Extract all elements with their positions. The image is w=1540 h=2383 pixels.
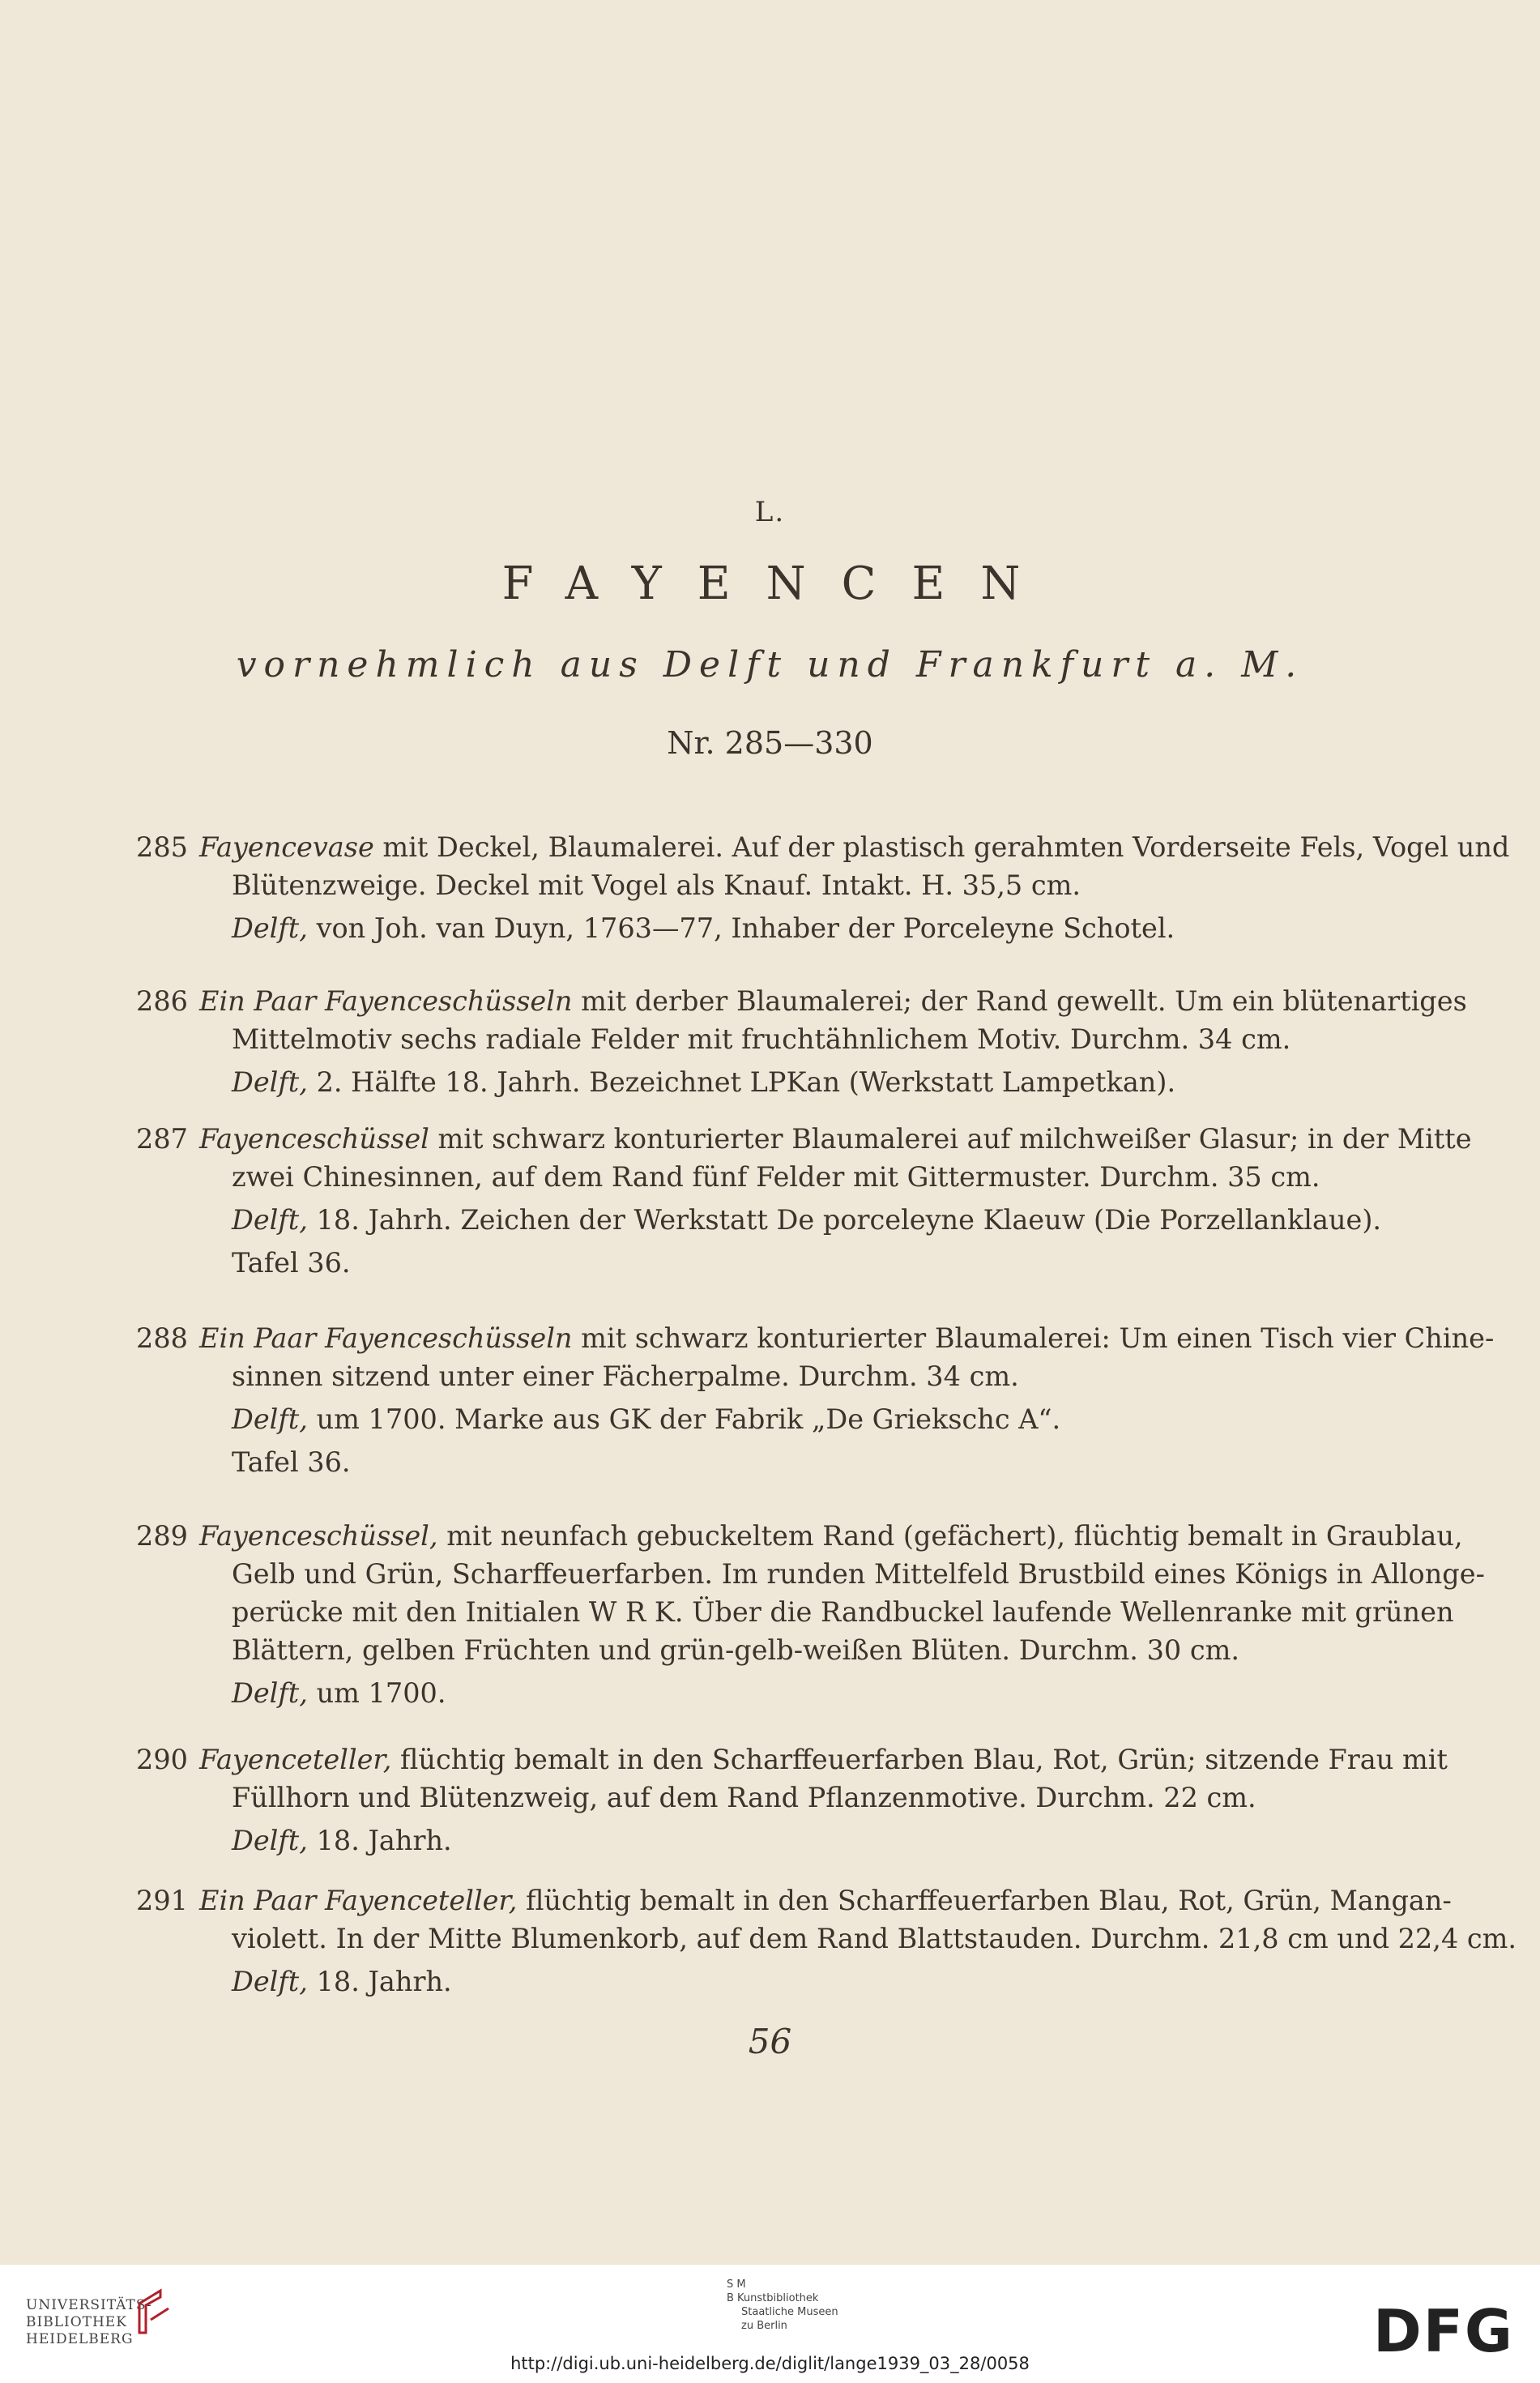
entry-line: Tafel 36. <box>232 1247 351 1279</box>
catalog-entry <box>136 1881 1517 2001</box>
entry-line <box>199 909 1367 947</box>
entry-line: perücke mit den Initialen W R K. Über die Randbuckel laufende Wellenranke mit grünen <box>232 1596 1454 1628</box>
entry-line: sinnen sitzend unter einer Fächerpalme. Durchm. 34 cm. <box>232 1360 1019 1392</box>
university-logo-icon <box>136 2287 172 2336</box>
entry-line <box>199 1400 1367 1438</box>
university-line: HEIDELBERG <box>26 2331 134 2347</box>
entry-text: 18. Jahrh. <box>307 1825 452 1856</box>
entry-number: 288 <box>136 1322 188 1354</box>
entry-italic-term: Ein Paar Fayenceschüsseln <box>199 985 573 1017</box>
entry-text: um 1700. Marke aus GK der Fabrik „De Griekschc A“. <box>307 1403 1061 1435</box>
entry-line <box>199 1319 1495 1357</box>
entry-line: Blütenzweige. Deckel mit Vogel als Knauf. Intakt. H. 35,5 cm. <box>232 869 1081 901</box>
entry-description <box>199 828 1510 947</box>
sm-line: B Kunstbibliothek <box>727 2292 819 2304</box>
entry-text: mit derber Blaumalerei; der Rand gewellt. Um ein blütenartiges <box>572 985 1467 1017</box>
entry-italic-term: Fayencevase <box>199 831 374 863</box>
entry-line <box>199 1674 1367 1712</box>
entry-line <box>199 828 1510 866</box>
entry-text: 18. Jahrh. <box>307 1966 452 1997</box>
entry-line <box>199 1740 1448 1779</box>
entry-line <box>199 1063 1367 1101</box>
entry-description <box>199 1517 1485 1712</box>
entry-italic-term: Ein Paar Fayenceteller, <box>199 1885 518 1916</box>
catalog-entry <box>136 1517 1485 1712</box>
entry-number: 286 <box>136 985 188 1017</box>
permalink-url[interactable]: http://digi.ub.uni-heidelberg.de/diglit/lange1939_03_28/0058 <box>510 2354 1030 2373</box>
entry-number: 285 <box>136 831 188 863</box>
entry-text: flüchtig bemalt in den Scharffeuerfarben Blau, Rot, Grün; sitzende Frau mit <box>391 1744 1448 1775</box>
page-number: 56 <box>748 2022 792 2061</box>
footer-bar <box>0 2265 1540 2383</box>
catalog-entry <box>136 982 1467 1101</box>
entry-italic-term: Fayenceteller, <box>199 1744 392 1775</box>
entry-line <box>199 1821 1367 1860</box>
dfg-logo[interactable]: DFG <box>1372 2297 1514 2365</box>
entry-number: 291 <box>136 1885 188 1916</box>
section-title: FAYENCEN <box>501 557 1056 610</box>
entry-italic-term: Delft, <box>232 1825 308 1856</box>
entry-line: Gelb und Grün, Scharffeuerfarben. Im runden Mittelfeld Brustbild eines Königs in Allonge- <box>232 1558 1485 1590</box>
entry-description <box>199 1319 1495 1481</box>
sm-logo-text[interactable] <box>727 2278 838 2333</box>
entry-line: Blättern, gelben Früchten und grün-gelb-weißen Blüten. Durchm. 30 cm. <box>232 1634 1240 1666</box>
entry-text: mit Deckel, Blaumalerei. Auf der plastisch gerahmten Vorderseite Fels, Vogel und <box>373 831 1510 863</box>
entry-italic-term: Fayenceschüssel <box>199 1123 429 1155</box>
entry-line <box>199 982 1467 1020</box>
entry-italic-term: Delft, <box>232 912 308 944</box>
entry-italic-term: Delft, <box>232 1677 308 1709</box>
entry-line <box>199 1962 1367 2001</box>
entry-italic-term: Delft, <box>232 1403 308 1435</box>
entry-line: zwei Chinesinnen, auf dem Rand fünf Felder mit Gittermuster. Durchm. 35 cm. <box>232 1161 1320 1193</box>
entry-italic-term: Delft, <box>232 1966 308 1997</box>
entry-text: 18. Jahrh. Zeichen der Werkstatt De porceleyne Klaeuw (Die Porzellanklaue). <box>307 1204 1382 1236</box>
sm-line: Staatliche Museen <box>741 2306 838 2318</box>
entry-text: mit neunfach gebuckeltem Rand (gefächert), flüchtig bemalt in Graublau, <box>437 1520 1463 1552</box>
entry-text: 2. Hälfte 18. Jahrh. Bezeichnet LPKan (Werkstatt Lampetkan). <box>307 1066 1176 1098</box>
entry-number: 289 <box>136 1520 188 1552</box>
entry-line: violett. In der Mitte Blumenkorb, auf dem Rand Blattstauden. Durchm. 21,8 cm und 22,4 cm. <box>232 1923 1517 1954</box>
entry-description <box>199 1881 1517 2001</box>
entry-text: mit schwarz konturierter Blaumalerei auf milchweißer Glasur; in der Mitte <box>429 1123 1472 1155</box>
university-line: BIBLIOTHEK <box>26 2314 127 2330</box>
catalog-entry <box>136 828 1510 947</box>
entry-line <box>199 1517 1463 1555</box>
entry-text: flüchtig bemalt in den Scharffeuerfarben Blau, Rot, Grün, Mangan- <box>517 1885 1452 1916</box>
sm-line: zu Berlin <box>741 2320 787 2332</box>
entry-line <box>199 1120 1472 1158</box>
sm-line: S M <box>727 2278 746 2291</box>
entry-description <box>199 1120 1472 1282</box>
entry-description <box>199 982 1467 1101</box>
entry-text: um 1700. <box>307 1677 446 1709</box>
entry-line <box>199 1201 1382 1239</box>
entry-italic-term: Delft, <box>232 1066 308 1098</box>
entry-italic-term: Fayenceschüssel, <box>199 1520 438 1552</box>
section-number: L. <box>754 496 786 528</box>
university-library-logo-text[interactable] <box>26 2297 152 2348</box>
entry-number: 290 <box>136 1744 188 1775</box>
entry-line: Mittelmotiv sechs radiale Felder mit fruchtähnlichem Motiv. Durchm. 34 cm. <box>232 1023 1291 1055</box>
entry-line: Tafel 36. <box>232 1446 351 1478</box>
section-range: Nr. 285—330 <box>667 725 873 761</box>
entry-text: mit schwarz konturierter Blaumalerei: Um einen Tisch vier Chine- <box>572 1322 1495 1354</box>
entry-line: Füllhorn und Blütenzweig, auf dem Rand Pflanzenmotive. Durchm. 22 cm. <box>232 1782 1256 1813</box>
entry-italic-term: Delft, <box>232 1204 308 1236</box>
catalog-entry <box>136 1319 1495 1481</box>
entry-text: von Joh. van Duyn, 1763—77, Inhaber der Porceleyne Schotel. <box>307 912 1175 944</box>
catalog-entry <box>136 1120 1472 1282</box>
section-subtitle: vornehmlich aus Delft und Frankfurt a. M. <box>236 644 1304 685</box>
entry-line <box>199 1881 1452 1920</box>
entry-number: 287 <box>136 1123 188 1155</box>
university-line: UNIVERSITÄTS- <box>26 2297 152 2313</box>
entry-italic-term: Ein Paar Fayenceschüsseln <box>199 1322 573 1354</box>
entry-description <box>199 1740 1448 1860</box>
catalog-entry <box>136 1740 1448 1860</box>
